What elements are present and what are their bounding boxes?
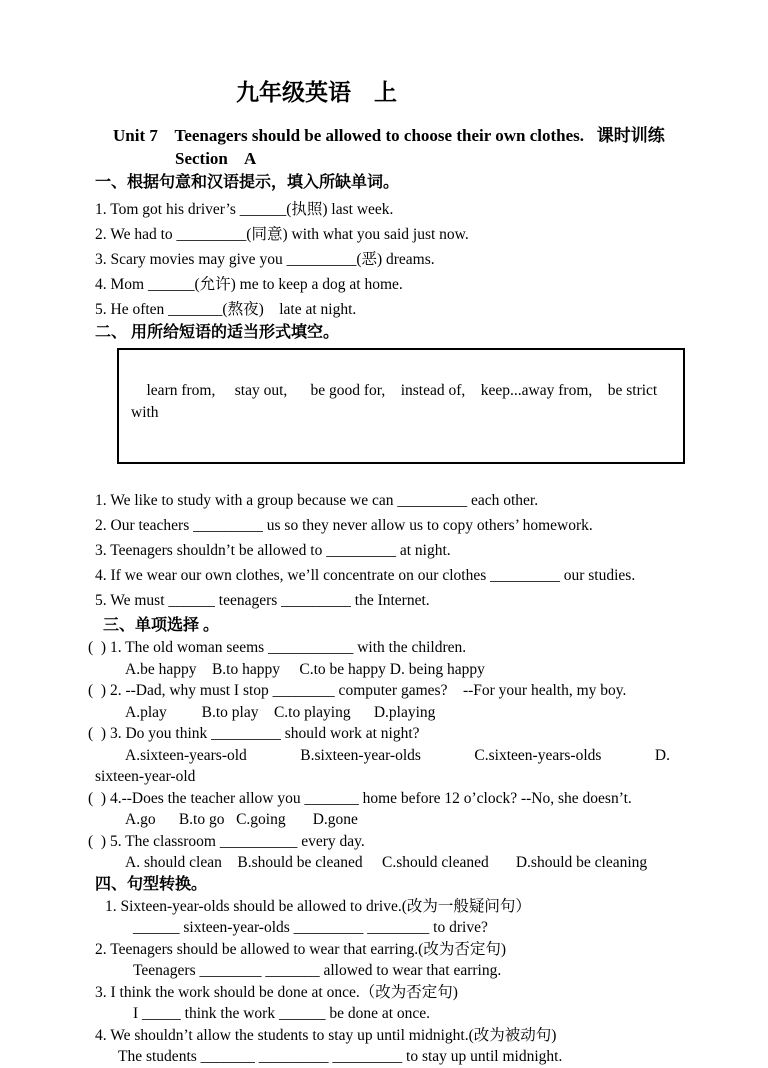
word-bank-box [117, 348, 685, 464]
transform-item: 4. We shouldn’t allow the students to stay up until midnight.(改为被动句) [95, 1026, 557, 1044]
transform-item: 3. I think the work should be done at once.（改为否定句) [95, 983, 458, 1001]
mc-option-d: D. [654, 746, 670, 764]
mc-options: A.play B.to play C.to playing D.playing [125, 703, 436, 721]
exercise-item: 1. We like to study with a group because we can _________ each other. [95, 492, 539, 509]
mc-question: ( ) 4.--Does the teacher allow you _______ home before 12 o’clock? --No, she doesn’t. [88, 789, 632, 807]
mc-question: ( ) 3. Do you think _________ should work at night? [88, 725, 420, 742]
mc-options [125, 745, 670, 767]
exercise-item: 4. Mom ______(允许) me to keep a dog at home. [95, 276, 403, 293]
transform-answer-line: Teenagers ________ _______ allowed to wear that earring. [133, 962, 502, 979]
mc-options: A. should clean B.should be cleaned C.should cleaned D.should be cleaning [125, 854, 648, 871]
transform-item: 1. Sixteen-year-olds should be allowed to drive.(改为一般疑问句） [105, 897, 531, 915]
mc-question: ( ) 1. The old woman seems ___________ with the children. [88, 639, 467, 656]
section-a-heading: Section A [175, 149, 257, 168]
transform-answer-line: ______ sixteen-year-olds _________ ________ to drive? [133, 919, 488, 936]
mc-option-b: B.sixteen-year-olds [300, 746, 421, 764]
transform-answer-line: I _____ think the work ______ be done at once. [133, 1005, 431, 1022]
word-bank-phrases: learn from, stay out, be good for, instead of, keep...away from, be strict with [131, 382, 662, 421]
exercise-item: 1. Tom got his driver’s ______(执照) last week. [95, 201, 394, 218]
exercise-item: 5. We must ______ teenagers _________ the Internet. [95, 592, 430, 609]
exercise-item: 2. Our teachers _________ us so they never allow us to copy others’ homework. [95, 517, 593, 534]
mc-question: ( ) 2. --Dad, why must I stop ________ computer games? --For your health, my boy. [88, 682, 627, 699]
exercise-item: 3. Teenagers shouldn’t be allowed to _________ at night. [95, 542, 451, 559]
page-title: 九年级英语 上 [236, 80, 397, 105]
section1-heading: 一、根据句意和汉语提示，填入所缺单词。 [95, 174, 400, 191]
mc-question: ( ) 5. The classroom __________ every day. [88, 832, 365, 850]
section3-heading: 三、单项选择 。 [103, 617, 220, 634]
mc-option-d-continuation: sixteen-year-old [95, 768, 196, 785]
transform-item: 2. Teenagers should be allowed to wear that earring.(改为否定句) [95, 940, 506, 958]
exercise-item: 5. He often _______(熬夜) late at night. [95, 301, 357, 318]
exercise-item: 4. If we wear our own clothes, we’ll concentrate on our clothes _________ our studies. [95, 567, 636, 584]
section4-heading: 四、句型转换。 [95, 875, 208, 893]
exercise-item: 2. We had to _________(同意) with what you said just now. [95, 226, 469, 243]
mc-options: A.be happy B.to happy C.to be happy D. being happy [125, 660, 485, 678]
transform-answer-line: The students _______ _________ _________ to stay up until midnight. [118, 1048, 563, 1065]
unit-heading: Unit 7 Teenagers should be allowed to choose their own clothes. 课时训练 [113, 126, 665, 145]
mc-option-c: C.sixteen-years-olds [474, 746, 602, 764]
mc-option-a: A.sixteen-years-old [125, 746, 247, 764]
mc-options: A.go B.to go C.going D.gone [125, 811, 358, 828]
section2-heading: 二、 用所给短语的适当形式填空。 [95, 324, 340, 341]
exercise-item: 3. Scary movies may give you _________(恶) dreams. [95, 251, 435, 268]
